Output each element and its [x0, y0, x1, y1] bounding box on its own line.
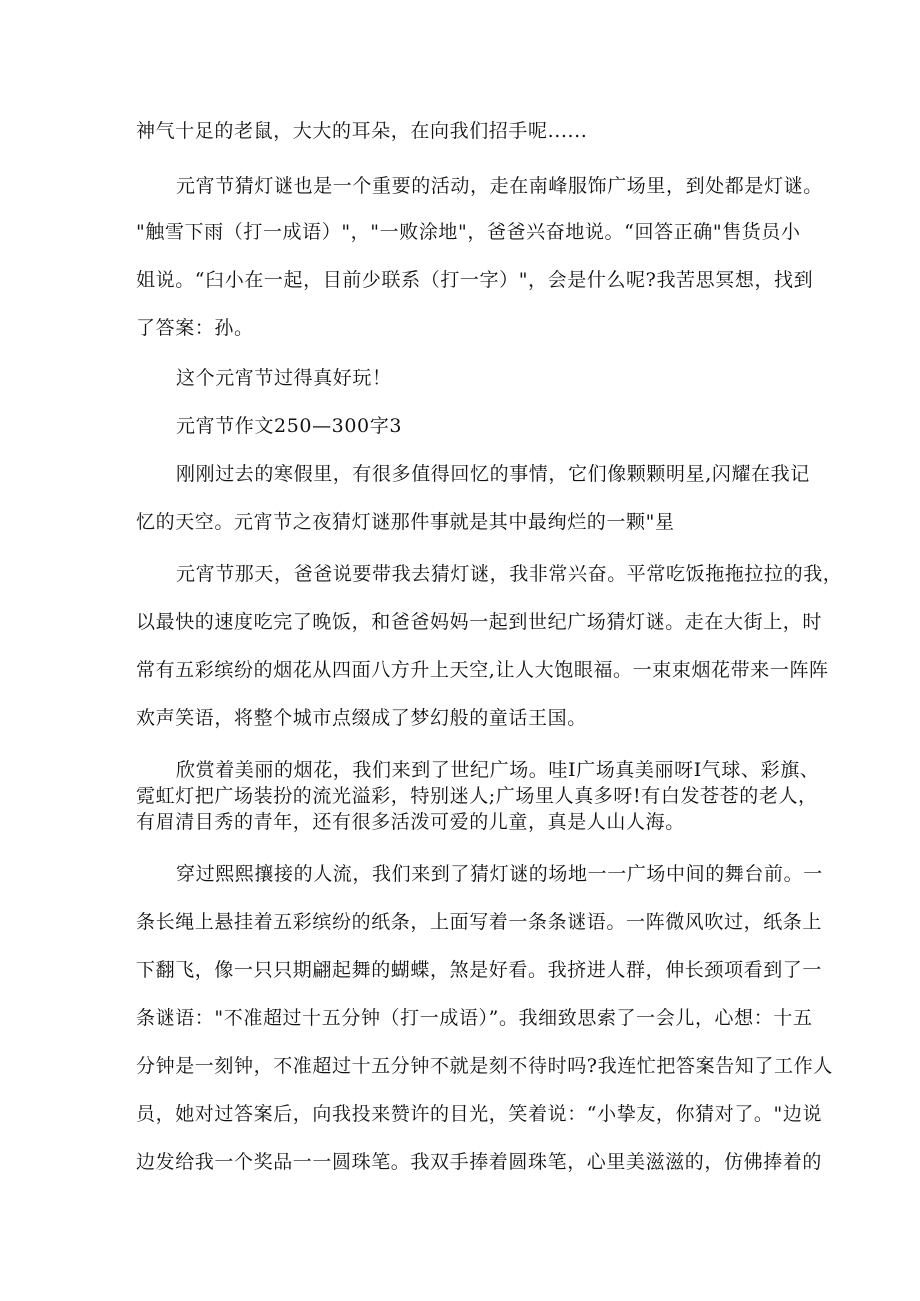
text-line-14: 欣赏着美丽的烟花，我们来到了世纪广场。哇I广场真美丽呀I气球、彩旗、	[176, 759, 820, 781]
text-line-6: 这个元宵节过得真好玩！	[176, 367, 392, 389]
text-line-5: 了答案：孙。	[136, 317, 254, 339]
text-line-23: 边发给我一个奖品一一圆珠笔。我双手捧着圆珠笔，心里美滋滋的，仿佛捧着的	[136, 1151, 823, 1173]
text-line-13: 欢声笑语，将整个城市点缀成了梦幻般的童话王国。	[136, 707, 587, 729]
text-line-1: 神气十足的老鼠，大大的耳朵，在向我们招手呢......	[136, 120, 588, 142]
text-line-11: 以最快的速度吃完了晚饭，和爸爸妈妈一起到世纪广场猜灯谜。走在大街上，时	[136, 611, 823, 633]
text-line-17: 穿过熙熙攘接的人流，我们来到了猜灯谜的场地一一广场中间的舞台前。一	[176, 863, 823, 885]
text-line-4: 姐说。“臼小在一起，目前少联系（打一字）"，会是什么呢?我苦思冥想，找到	[136, 269, 814, 291]
text-line-10: 元宵节那天，爸爸说要带我去猜灯谜，我非常兴奋。平常吃饭拖拖拉拉的我，	[176, 563, 843, 585]
text-line-12: 常有五彩缤纷的烟花从四面八方升上天空,让人大饱眼福。一束束烟花带来一阵阵	[136, 659, 829, 681]
text-line-16: 有眉清目秀的青年，还有很多活泼可爱的儿童，真是人山人海。	[136, 811, 685, 833]
text-line-15: 霓虹灯把广场装扮的流光溢彩，特别迷人;广场里人真多呀!有白发苍苍的老人，	[136, 785, 818, 807]
text-line-22: 员，她对过答案后，向我投来赞许的目光，笑着说：“小挚友，你猜对了。"边说	[136, 1103, 823, 1125]
text-line-3: "触雪下雨（打一成语）"，"一败涂地"，爸爸兴奋地说。“回答正确"售货员小	[136, 221, 801, 243]
section-heading: 元宵节作文250—300字3	[176, 415, 403, 437]
text-line-8: 刚刚过去的寒假里，有很多值得回忆的事情，它们像颗颗明星,闪耀在我记	[176, 463, 810, 485]
text-line-21: 分钟是一刻钟，不准超过十五分钟不就是刻不待时吗?我连忙把答案告知了工作人	[136, 1055, 833, 1077]
text-line-20: 条谜语："不准超过十五分钟（打一成语）”。我细致思索了一会儿，心想：十五	[136, 1007, 813, 1029]
text-line-18: 条长绳上悬挂着五彩缤纷的纸条，上面写着一条条谜语。一阵微风吹过，纸条上	[136, 911, 823, 933]
text-line-19: 下翻飞，像一只只期翩起舞的蝴蝶，煞是好看。我挤进人群，伸长颈项看到了一	[136, 959, 823, 981]
text-line-2: 元宵节猜灯谜也是一个重要的活动，走在南峰服饰广场里，到处都是灯谜。	[176, 175, 823, 197]
text-line-9: 忆的天空。元宵节之夜猜灯谜那件事就是其中最绚烂的一颗"星	[136, 511, 675, 533]
